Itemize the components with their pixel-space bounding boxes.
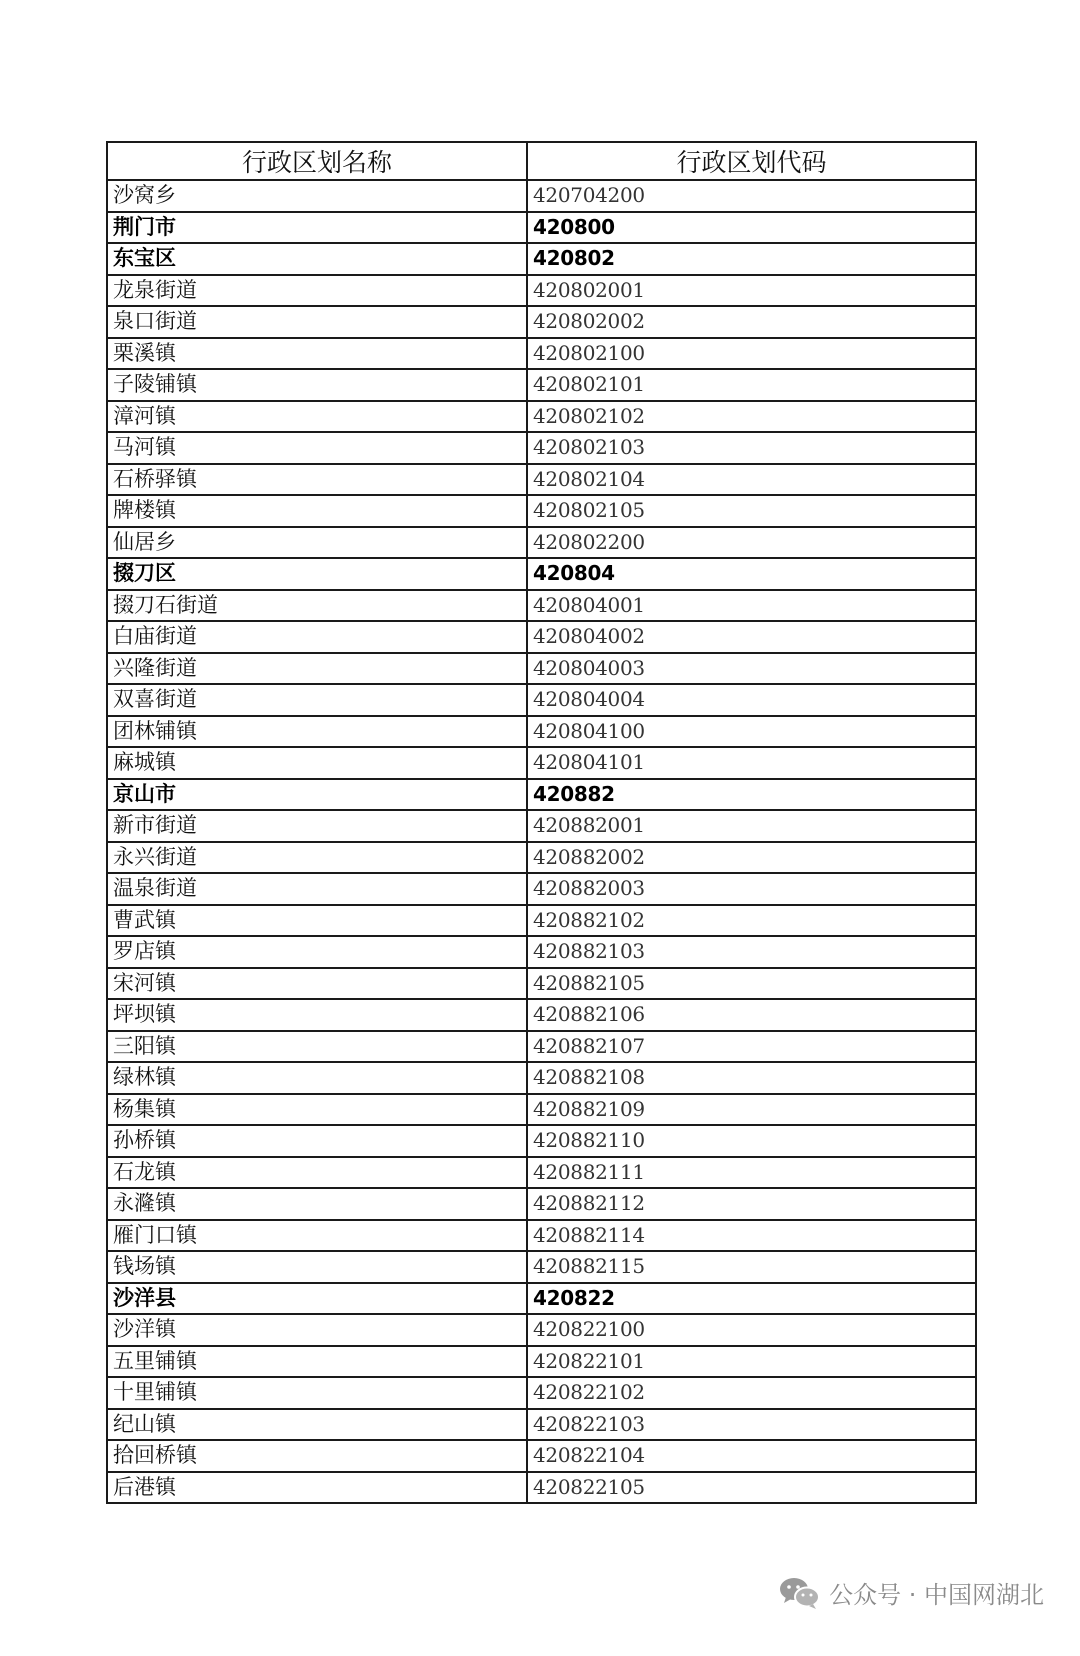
division-name-cell: 仙居乡 [107,527,527,559]
division-code-cell: 420882001 [527,810,976,842]
division-name-cell: 宋河镇 [107,968,527,1000]
division-name-cell: 新市街道 [107,810,527,842]
division-code-cell: 420802104 [527,464,976,496]
division-code-cell: 420822105 [527,1472,976,1504]
division-code-cell: 420804101 [527,747,976,779]
division-code-cell: 420804002 [527,621,976,653]
table-row [107,1440,976,1472]
admin-division-table [106,141,977,1504]
table-header-row [107,142,976,180]
division-code-cell: 420804100 [527,716,976,748]
table-row [107,212,976,244]
division-name-cell: 子陵铺镇 [107,369,527,401]
division-code-cell: 420882002 [527,842,976,874]
division-name-cell: 栗溪镇 [107,338,527,370]
division-code-cell: 420802 [527,243,976,275]
division-code-cell: 420882108 [527,1062,976,1094]
division-name-cell: 曹武镇 [107,905,527,937]
watermark-text: 公众号 · 中国网湖北 [829,1581,1044,1609]
table-row [107,401,976,433]
table-row [107,873,976,905]
division-code-cell: 420804003 [527,653,976,685]
division-name-cell: 绿林镇 [107,1062,527,1094]
division-name-cell: 马河镇 [107,432,527,464]
division-code-cell: 420822103 [527,1409,976,1441]
division-code-cell: 420802103 [527,432,976,464]
division-code-cell: 420822104 [527,1440,976,1472]
division-name-cell: 京山市 [107,779,527,811]
division-name-cell: 雁门口镇 [107,1220,527,1252]
division-name-cell: 掇刀石街道 [107,590,527,622]
table-row [107,1314,976,1346]
division-code-cell: 420804001 [527,590,976,622]
table-row [107,590,976,622]
division-code-cell: 420822101 [527,1346,976,1378]
table-row [107,747,976,779]
table-row [107,180,976,212]
table-row [107,1346,976,1378]
table-row [107,1220,976,1252]
division-name-cell: 五里铺镇 [107,1346,527,1378]
division-name-cell: 孙桥镇 [107,1125,527,1157]
division-name-cell: 团林铺镇 [107,716,527,748]
table-row [107,1157,976,1189]
division-code-cell: 420802100 [527,338,976,370]
table-row [107,1094,976,1126]
division-name-cell: 永漋镇 [107,1188,527,1220]
division-name-cell: 拾回桥镇 [107,1440,527,1472]
header-division-name: 行政区划名称 [107,142,527,180]
watermark [779,1575,1044,1610]
table-row [107,999,976,1031]
division-name-cell: 永兴街道 [107,842,527,874]
table-row [107,653,976,685]
division-code-cell: 420882106 [527,999,976,1031]
division-name-cell: 麻城镇 [107,747,527,779]
division-code-cell: 420882111 [527,1157,976,1189]
division-name-cell: 漳河镇 [107,401,527,433]
division-code-cell: 420704200 [527,180,976,212]
division-code-cell: 420804004 [527,684,976,716]
table-row [107,1125,976,1157]
division-name-cell: 牌楼镇 [107,495,527,527]
division-name-cell: 荆门市 [107,212,527,244]
division-name-cell: 掇刀区 [107,558,527,590]
division-code-cell: 420882105 [527,968,976,1000]
division-code-cell: 420882102 [527,905,976,937]
division-code-cell: 420882114 [527,1220,976,1252]
division-name-cell: 石龙镇 [107,1157,527,1189]
division-code-cell: 420804 [527,558,976,590]
division-code-cell: 420802102 [527,401,976,433]
division-code-cell: 420802105 [527,495,976,527]
division-name-cell: 罗店镇 [107,936,527,968]
table-row [107,1472,976,1504]
table-row [107,1377,976,1409]
division-code-cell: 420882109 [527,1094,976,1126]
division-code-cell: 420822102 [527,1377,976,1409]
division-name-cell: 纪山镇 [107,1409,527,1441]
table-body [107,180,976,1503]
table-row [107,779,976,811]
table-row [107,1062,976,1094]
table-row [107,968,976,1000]
division-code-cell: 420822 [527,1283,976,1315]
division-code-cell: 420882110 [527,1125,976,1157]
division-name-cell: 石桥驿镇 [107,464,527,496]
table-row [107,684,976,716]
division-code-cell: 420802101 [527,369,976,401]
table-row [107,432,976,464]
header-division-code: 行政区划代码 [527,142,976,180]
table-row [107,1188,976,1220]
table-row [107,495,976,527]
division-code-cell: 420882003 [527,873,976,905]
table-row [107,338,976,370]
division-name-cell: 三阳镇 [107,1031,527,1063]
division-code-cell: 420882103 [527,936,976,968]
table-row [107,1031,976,1063]
division-name-cell: 沙洋镇 [107,1314,527,1346]
division-code-cell: 420882 [527,779,976,811]
division-name-cell: 沙窝乡 [107,180,527,212]
table-row [107,716,976,748]
division-name-cell: 温泉街道 [107,873,527,905]
table-row [107,306,976,338]
division-name-cell: 泉口街道 [107,306,527,338]
division-code-cell: 420800 [527,212,976,244]
table-row [107,464,976,496]
table-row [107,621,976,653]
division-code-cell: 420882112 [527,1188,976,1220]
division-code-cell: 420882115 [527,1251,976,1283]
division-name-cell: 坪坝镇 [107,999,527,1031]
table-row [107,1283,976,1315]
division-code-cell: 420882107 [527,1031,976,1063]
wechat-icon [779,1576,821,1610]
table-row [107,558,976,590]
division-name-cell: 沙洋县 [107,1283,527,1315]
table-row [107,243,976,275]
table-row [107,810,976,842]
table-row [107,1409,976,1441]
division-name-cell: 白庙街道 [107,621,527,653]
table-row [107,936,976,968]
division-name-cell: 十里铺镇 [107,1377,527,1409]
division-name-cell: 龙泉街道 [107,275,527,307]
table-row [107,1251,976,1283]
division-code-cell: 420822100 [527,1314,976,1346]
table-row [107,842,976,874]
division-code-cell: 420802200 [527,527,976,559]
division-name-cell: 东宝区 [107,243,527,275]
division-name-cell: 钱场镇 [107,1251,527,1283]
table-row [107,275,976,307]
division-code-cell: 420802002 [527,306,976,338]
division-code-cell: 420802001 [527,275,976,307]
division-name-cell: 杨集镇 [107,1094,527,1126]
table-row [107,905,976,937]
table-row [107,527,976,559]
division-name-cell: 兴隆街道 [107,653,527,685]
table-row [107,369,976,401]
division-name-cell: 双喜街道 [107,684,527,716]
division-name-cell: 后港镇 [107,1472,527,1504]
